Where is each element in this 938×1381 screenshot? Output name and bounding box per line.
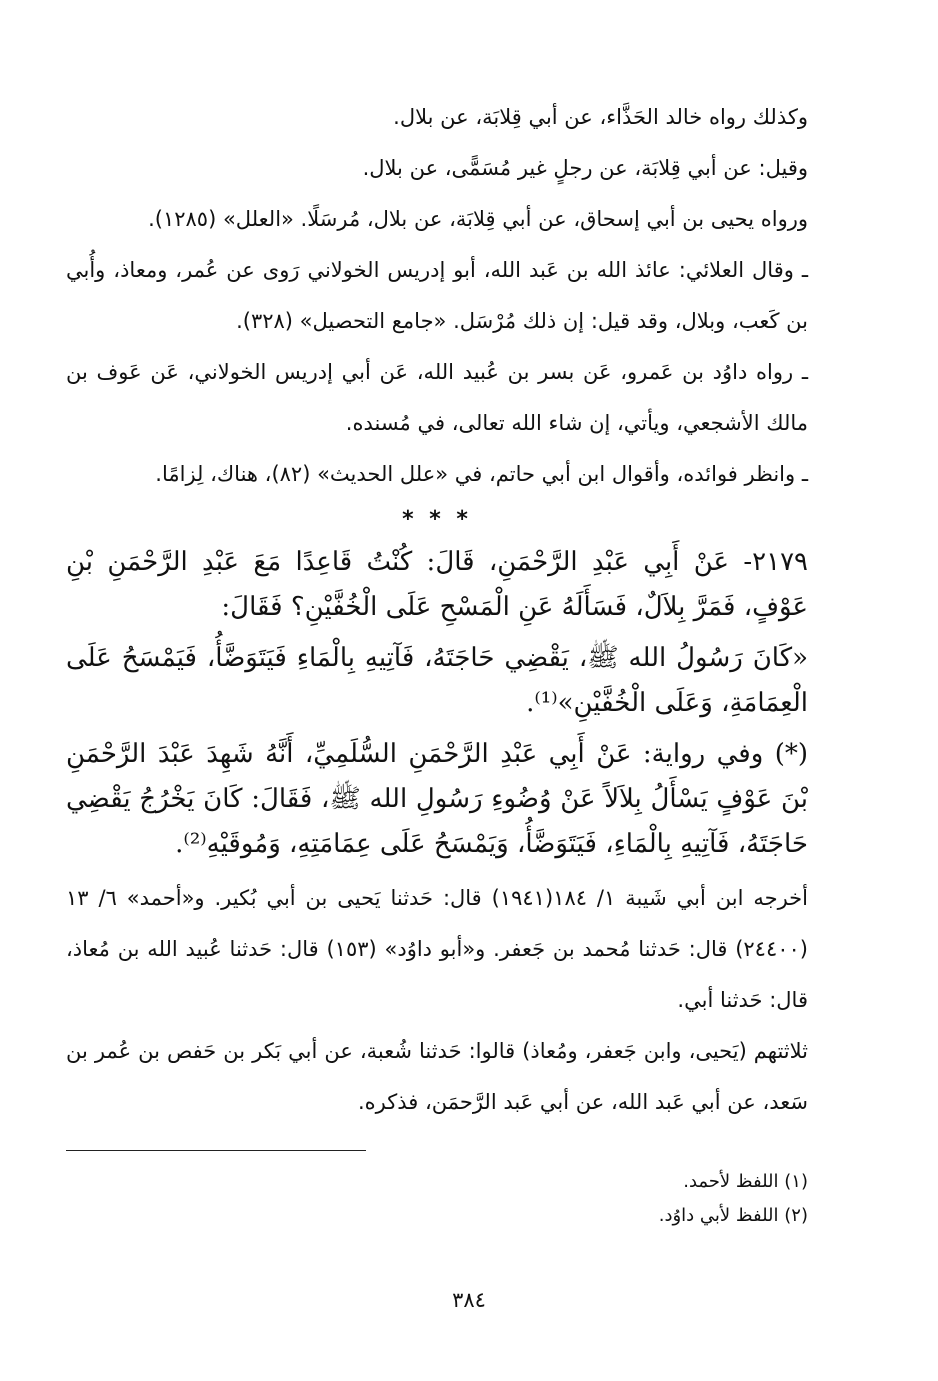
hadith-variant: (*) وفي رواية: عَنْ أَبِي عَبْدِ الرَّحْمَنِ السُّلَمِيِّ، أَنَّهُ شَهِدَ عَبْدَ الرَّحْمَنِ بْنَ عَوْفٍ يَسْأَلُ بِلاَلاً عَنْ وُضُوءِ رَسُولِ الله ﷺ، فَقَالَ: كَانَ يَخْرُجُ يَقْضِي حَاجَتَهُ، فَآتِيهِ بِالْمَاءِ، فَيَتَوَضَّأُ، وَيَمْسَحُ عَلَى عِمَامَتِهِ، وَمُوقَيْهِ⁽²⁾. xyxy=(66,739,808,859)
page-body xyxy=(66,92,808,1233)
commentary-line: ـ وانظر فوائده، وأقوال ابن أبي حاتم، في «علل الحديث» (٨٢)، هناك، لِزامًا. xyxy=(155,462,808,486)
commentary-line: وقيل: عن أبي قِلابَة، عن رجلٍ غير مُسَمًّى، عن بلال. xyxy=(362,156,808,180)
hadith-matn: «كَانَ رَسُولُ الله ﷺ، يَقْضِي حَاجَتَهُ، فَآتِيهِ بِالْمَاءِ فَيَتَوَضَّأُ، فَيَمْسَحُ عَلَى الْعِمَامَةِ، وَعَلَى الْخُفَّيْنِ»⁽¹⁾. xyxy=(66,643,808,718)
footnote: (٢) اللفظ لأبي داوُد. xyxy=(658,1205,808,1226)
takhrij-paragraph: أخرجه ابن أبي شَيبة ١/ ١٨٤(١٩٤١) قال: حَدثنا يَحيى بن أبي بُكير. و«أحمد» ٦/ ١٣ (٢٤٤٠٠) قال: حَدثنا مُحمد بن جَعفر. و«أبو داوُد» (١٥٣) قال: حَدثنا عُبيد الله بن مُعاذ، قال: حَدثنا أبي. xyxy=(66,886,808,1012)
footnote-divider xyxy=(66,1150,366,1151)
footnote: (١) اللفظ لأحمد. xyxy=(683,1171,808,1192)
takhrij-paragraph: ثلاثتهم (يَحيى، وابن جَعفر، ومُعاذ) قالوا: حَدثنا شُعبة، عن أبي بَكر بن حَفص بن عُمر بن سَعد، عن أبي عَبد الله، عن أبي عَبد الرَّحمَن، فذكره. xyxy=(66,1039,808,1114)
commentary-paragraph: ـ وقال العلائي: عائذ الله بن عَبد الله، أبو إدريس الخولاني رَوى عن عُمر، ومعاذ، وأُبي بن كَعب، وبلال، وقد قيل: إن ذلك مُرْسَل. «جامع التحصيل» (٣٢٨). xyxy=(66,258,808,333)
section-separator: * * * xyxy=(402,507,472,532)
hadith-text: ٢١٧٩- عَنْ أَبِي عَبْدِ الرَّحْمَنِ، قَالَ: كُنْتُ قَاعِدًا مَعَ عَبْدِ الرَّحْمَنِ بْنِ عَوْفٍ، فَمَرَّ بِلاَلٌ، فَسَأَلَهُ عَنِ الْمَسْحِ عَلَى الْخُفَّيْنِ؟ فَقَالَ: xyxy=(66,547,808,622)
commentary-paragraph: ـ رواه داوُد بن عَمرو، عَن بسر بن عُبيد الله، عَن أبي إدريس الخولاني، عَن عَوف بن مالك الأشجعي، ويأتي، إن شاء الله تعالى، في مُسنده. xyxy=(66,360,808,435)
commentary-line: وكذلك رواه خالد الحَذَّاء، عن أبي قِلابَة، عن بلال. xyxy=(393,105,808,129)
page-number: ٣٨٤ xyxy=(452,1288,486,1312)
commentary-line: ورواه يحيى بن أبي إسحاق، عن أبي قِلابَة، عن بلال، مُرسَلًا. «العلل» (١٢٨٥). xyxy=(148,207,808,231)
